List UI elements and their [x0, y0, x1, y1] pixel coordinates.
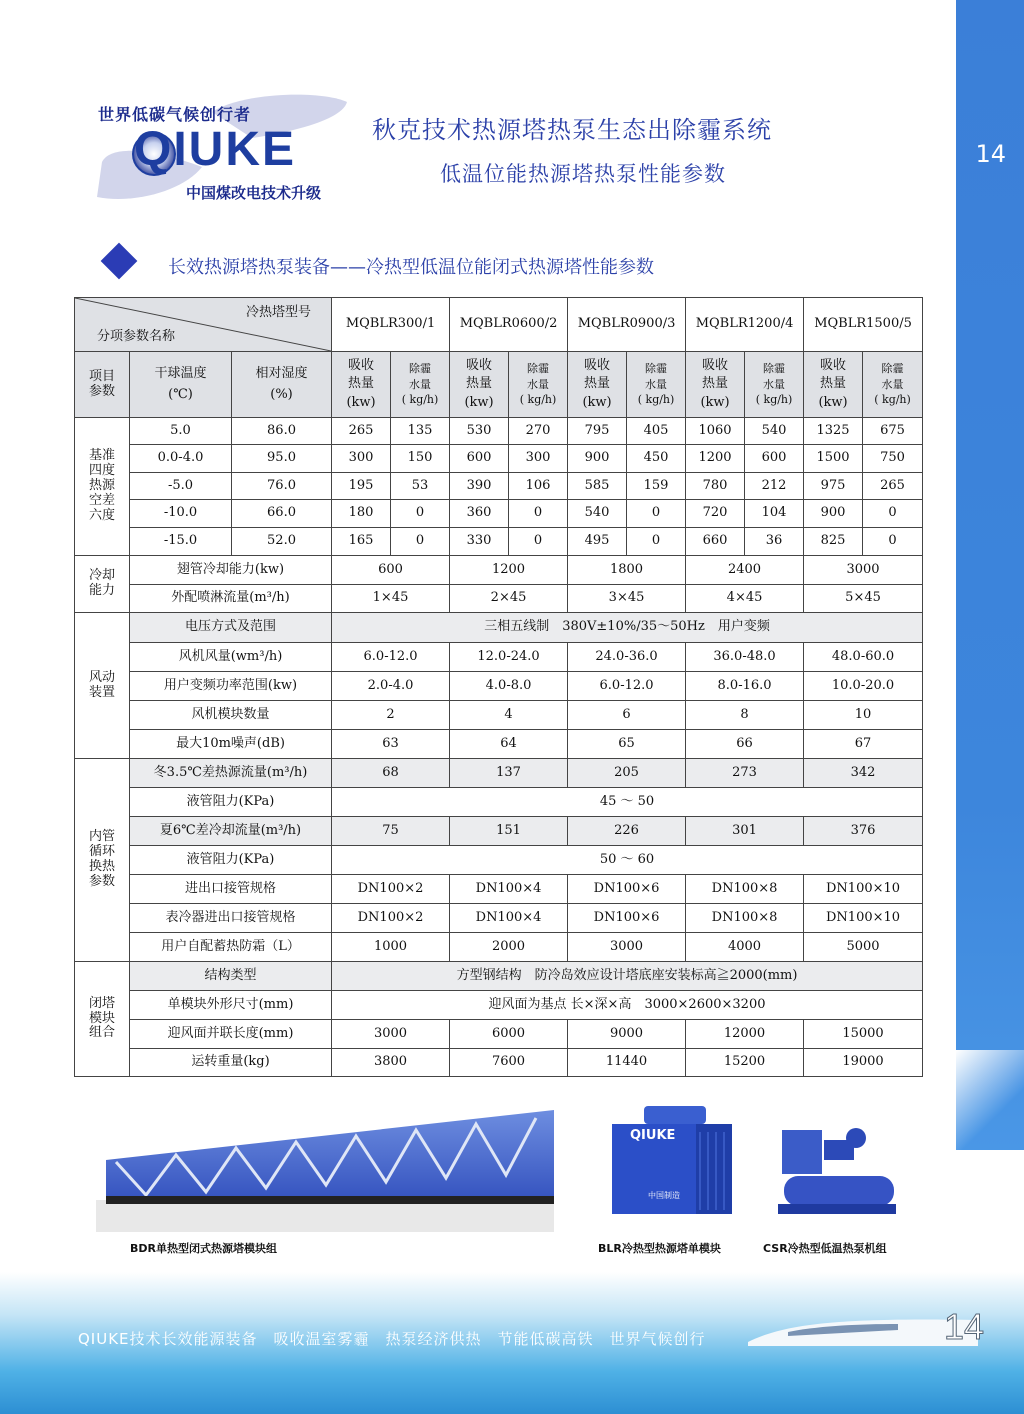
row-label: 夏6℃差冷却流量(m³/h) [130, 817, 332, 846]
value-cell: 53 [391, 473, 450, 500]
csr-heatpump-photo [774, 1120, 900, 1220]
row-label: 用户自配蓄热防霜（L） [130, 933, 332, 962]
value-cell: 3×45 [568, 585, 686, 613]
model-header: MQBLR300/1 [332, 298, 450, 352]
value-cell: 0 [863, 500, 923, 528]
value-cell: 10 [804, 701, 923, 730]
humidity-header: 相对湿度 (%) [232, 352, 332, 418]
temp-cell: 5.0 [130, 418, 232, 445]
value-cell: 4×45 [686, 585, 804, 613]
dehaze-water-header: 除霾 水量 ( kg/h) [745, 352, 804, 418]
dehaze-water-header: 除霾 水量 ( kg/h) [627, 352, 686, 418]
value-cell: 750 [863, 445, 923, 473]
humidity-cell: 76.0 [232, 473, 332, 500]
value-cell: 36 [745, 528, 804, 556]
value-cell: 50 ～ 60 [332, 846, 923, 875]
model-header: MQBLR1500/5 [804, 298, 923, 352]
group-baseline: 基准 四度 热源 空差 六度 [75, 418, 130, 556]
value-cell: 6000 [450, 1020, 568, 1049]
value-cell: 2.0-4.0 [332, 672, 450, 701]
group-inner: 内管 循环 换热 参数 [75, 759, 130, 962]
temp-cell: 0.0-4.0 [130, 445, 232, 473]
value-cell: 376 [804, 817, 923, 846]
value-cell: 3000 [332, 1020, 450, 1049]
absorb-heat-header: 吸收 热量 (kw) [450, 352, 509, 418]
value-cell: 8 [686, 701, 804, 730]
temp-cell: -15.0 [130, 528, 232, 556]
value-cell: 5×45 [804, 585, 923, 613]
value-cell: 212 [745, 473, 804, 500]
value-cell: DN100×4 [450, 904, 568, 933]
row-label: 外配喷淋流量(m³/h) [130, 585, 332, 613]
value-cell: 360 [450, 500, 509, 528]
value-cell: 48.0-60.0 [804, 643, 923, 672]
footer-slogan: QIUKE技术长效能源装备 吸收温室雾霾 热泵经济供热 节能低碳高铁 世界气候创行 [78, 1330, 706, 1348]
model-header: MQBLR0900/3 [568, 298, 686, 352]
value-cell: 2×45 [450, 585, 568, 613]
value-cell: DN100×6 [568, 904, 686, 933]
row-label: 翅管冷却能力(kw) [130, 556, 332, 585]
value-cell: 8.0-16.0 [686, 672, 804, 701]
value-cell: 450 [627, 445, 686, 473]
value-cell: 106 [509, 473, 568, 500]
group-cooling: 冷却 能力 [75, 556, 130, 613]
value-cell: 12000 [686, 1020, 804, 1049]
value-cell: 270 [509, 418, 568, 445]
absorb-heat-header: 吸收 热量 (kw) [332, 352, 391, 418]
value-cell: 4 [450, 701, 568, 730]
value-cell: 1500 [804, 445, 863, 473]
value-cell: 67 [804, 730, 923, 759]
value-cell: 0 [509, 528, 568, 556]
value-cell: 540 [568, 500, 627, 528]
value-cell: 24.0-36.0 [568, 643, 686, 672]
value-cell: 1200 [450, 556, 568, 585]
row-label: 进出口接管规格 [130, 875, 332, 904]
value-cell: 5000 [804, 933, 923, 962]
value-cell: 1060 [686, 418, 745, 445]
page-number-top: 14 [975, 140, 1006, 168]
unit-brand-label: QIUKE [630, 1128, 676, 1143]
absorb-heat-header: 吸收 热量 (kw) [686, 352, 745, 418]
value-cell: 273 [686, 759, 804, 788]
value-cell: DN100×2 [332, 875, 450, 904]
value-cell: 675 [863, 418, 923, 445]
value-cell: DN100×10 [804, 904, 923, 933]
row-label: 电压方式及范围 [130, 613, 332, 643]
value-cell: 975 [804, 473, 863, 500]
value-cell: 1×45 [332, 585, 450, 613]
value-cell: 540 [745, 418, 804, 445]
value-cell: 迎风面为基点 长×深×高 3000×2600×3200 [332, 991, 923, 1020]
value-cell: 159 [627, 473, 686, 500]
value-cell: 205 [568, 759, 686, 788]
group-closed: 闭塔 模块 组合 [75, 962, 130, 1077]
value-cell: 265 [863, 473, 923, 500]
dehaze-water-header: 除霾 水量 ( kg/h) [509, 352, 568, 418]
value-cell: 195 [332, 473, 391, 500]
humidity-cell: 95.0 [232, 445, 332, 473]
value-cell: 4000 [686, 933, 804, 962]
dehaze-water-header: 除霾 水量 ( kg/h) [391, 352, 450, 418]
row-label: 表冷器进出口接管规格 [130, 904, 332, 933]
value-cell: 151 [450, 817, 568, 846]
value-cell: 405 [627, 418, 686, 445]
value-cell: 226 [568, 817, 686, 846]
value-cell: 0 [391, 500, 450, 528]
value-cell: 66 [686, 730, 804, 759]
value-cell: 19000 [804, 1049, 923, 1077]
value-cell: 300 [332, 445, 391, 473]
value-cell: 15200 [686, 1049, 804, 1077]
unit-made-label: 中国制造 [648, 1191, 680, 1200]
row-label: 运转重量(kg) [130, 1049, 332, 1077]
corner-model-label: 冷热塔型号 [246, 305, 312, 320]
logo-slogan-bottom: 中国煤改电技术升级 [186, 184, 322, 202]
value-cell: 135 [391, 418, 450, 445]
value-cell: 0 [509, 500, 568, 528]
dry-bulb-header: 干球温度 (℃) [130, 352, 232, 418]
value-cell: 2400 [686, 556, 804, 585]
value-cell: 137 [450, 759, 568, 788]
section-title: 长效热源塔热泵装备——冷热型低温位能闭式热源塔性能参数 [168, 257, 654, 278]
value-cell: 65 [568, 730, 686, 759]
value-cell: 9000 [568, 1020, 686, 1049]
value-cell: 63 [332, 730, 450, 759]
value-cell: 795 [568, 418, 627, 445]
row-label: 结构类型 [130, 962, 332, 991]
value-cell: 585 [568, 473, 627, 500]
dehaze-water-header: 除霾 水量 ( kg/h) [863, 352, 923, 418]
value-cell: 301 [686, 817, 804, 846]
value-cell: 530 [450, 418, 509, 445]
value-cell: DN100×2 [332, 904, 450, 933]
value-cell: 75 [332, 817, 450, 846]
value-cell: 7600 [450, 1049, 568, 1077]
absorb-heat-header: 吸收 热量 (kw) [568, 352, 627, 418]
group-fan: 风动 装置 [75, 613, 130, 759]
performance-table [74, 297, 923, 1077]
absorb-heat-header: 吸收 热量 (kw) [804, 352, 863, 418]
value-cell: 1200 [686, 445, 745, 473]
bdr-module-photo [96, 1100, 554, 1232]
value-cell: 600 [450, 445, 509, 473]
value-cell: 4.0-8.0 [450, 672, 568, 701]
table-corner-header [75, 298, 332, 352]
row-label: 单模块外形尺寸(mm) [130, 991, 332, 1020]
value-cell: 6.0-12.0 [568, 672, 686, 701]
value-cell: 150 [391, 445, 450, 473]
qiuke-logo [92, 92, 352, 204]
value-cell: 3000 [568, 933, 686, 962]
model-header: MQBLR0600/2 [450, 298, 568, 352]
value-cell: 495 [568, 528, 627, 556]
value-cell: 12.0-24.0 [450, 643, 568, 672]
value-cell: 1800 [568, 556, 686, 585]
value-cell: 180 [332, 500, 391, 528]
value-cell: 11440 [568, 1049, 686, 1077]
row-label: 风机模块数量 [130, 701, 332, 730]
value-cell: 10.0-20.0 [804, 672, 923, 701]
value-cell: 900 [804, 500, 863, 528]
model-header: MQBLR1200/4 [686, 298, 804, 352]
humidity-cell: 86.0 [232, 418, 332, 445]
right-band-fade [956, 1050, 1024, 1160]
humidity-cell: 52.0 [232, 528, 332, 556]
row-label: 液管阻力(KPa) [130, 846, 332, 875]
value-cell: 36.0-48.0 [686, 643, 804, 672]
page-title: 秋克技术热源塔热泵生态出除霾系统 [372, 116, 772, 144]
value-cell: 3800 [332, 1049, 450, 1077]
value-cell: 0 [863, 528, 923, 556]
value-cell: 64 [450, 730, 568, 759]
value-cell: DN100×4 [450, 875, 568, 904]
value-cell: DN100×10 [804, 875, 923, 904]
row-label: 迎风面并联长度(mm) [130, 1020, 332, 1049]
value-cell: 660 [686, 528, 745, 556]
right-color-band [956, 0, 1024, 1150]
value-cell: 330 [450, 528, 509, 556]
value-cell: 300 [509, 445, 568, 473]
logo-slogan-top: 世界低碳气候创行者 [98, 105, 252, 124]
caption-csr: CSR冷热型低温热泵机组 [763, 1242, 887, 1255]
value-cell: 2 [332, 701, 450, 730]
row-label: 最大10m噪声(dB) [130, 730, 332, 759]
caption-blr: BLR冷热型热源塔单模块 [598, 1242, 721, 1255]
value-cell: 0 [627, 528, 686, 556]
temp-cell: -10.0 [130, 500, 232, 528]
row-label: 风机风量(wm³/h) [130, 643, 332, 672]
humidity-cell: 66.0 [232, 500, 332, 528]
value-cell: 900 [568, 445, 627, 473]
voltage-value: 三相五线制 380V±10%/35～50Hz 用户变频 [332, 613, 923, 643]
value-cell: 1000 [332, 933, 450, 962]
value-cell: 0 [391, 528, 450, 556]
value-cell: 45 ～ 50 [332, 788, 923, 817]
value-cell: 600 [332, 556, 450, 585]
blr-unit-photo [604, 1102, 740, 1220]
value-cell: DN100×6 [568, 875, 686, 904]
value-cell: 390 [450, 473, 509, 500]
value-cell: 165 [332, 528, 391, 556]
temp-cell: -5.0 [130, 473, 232, 500]
caption-bdr: BDR单热型闭式热源塔模块组 [130, 1242, 277, 1255]
item-param-header: 项目 参数 [75, 352, 130, 418]
page-number-bottom: 14 [944, 1306, 985, 1347]
value-cell: 方型钢结构 防冷岛效应设计塔底座安装标高≧2000(mm) [332, 962, 923, 991]
value-cell: 0 [627, 500, 686, 528]
value-cell: 2000 [450, 933, 568, 962]
value-cell: 6 [568, 701, 686, 730]
value-cell: 600 [745, 445, 804, 473]
corner-param-label: 分项参数名称 [97, 329, 176, 345]
value-cell: 1325 [804, 418, 863, 445]
value-cell: 720 [686, 500, 745, 528]
row-label: 冬3.5℃差热源流量(m³/h) [130, 759, 332, 788]
value-cell: 6.0-12.0 [332, 643, 450, 672]
value-cell: 265 [332, 418, 391, 445]
value-cell: 104 [745, 500, 804, 528]
value-cell: DN100×8 [686, 904, 804, 933]
value-cell: DN100×8 [686, 875, 804, 904]
value-cell: 780 [686, 473, 745, 500]
diamond-bullet-icon [101, 243, 138, 280]
logo-brand: QIUKE [134, 123, 297, 176]
value-cell: 3000 [804, 556, 923, 585]
row-label: 用户变频功率范围(kw) [130, 672, 332, 701]
page-subtitle: 低温位能热源塔热泵性能参数 [440, 162, 726, 186]
row-label: 液管阻力(KPa) [130, 788, 332, 817]
value-cell: 342 [804, 759, 923, 788]
value-cell: 68 [332, 759, 450, 788]
value-cell: 15000 [804, 1020, 923, 1049]
value-cell: 825 [804, 528, 863, 556]
